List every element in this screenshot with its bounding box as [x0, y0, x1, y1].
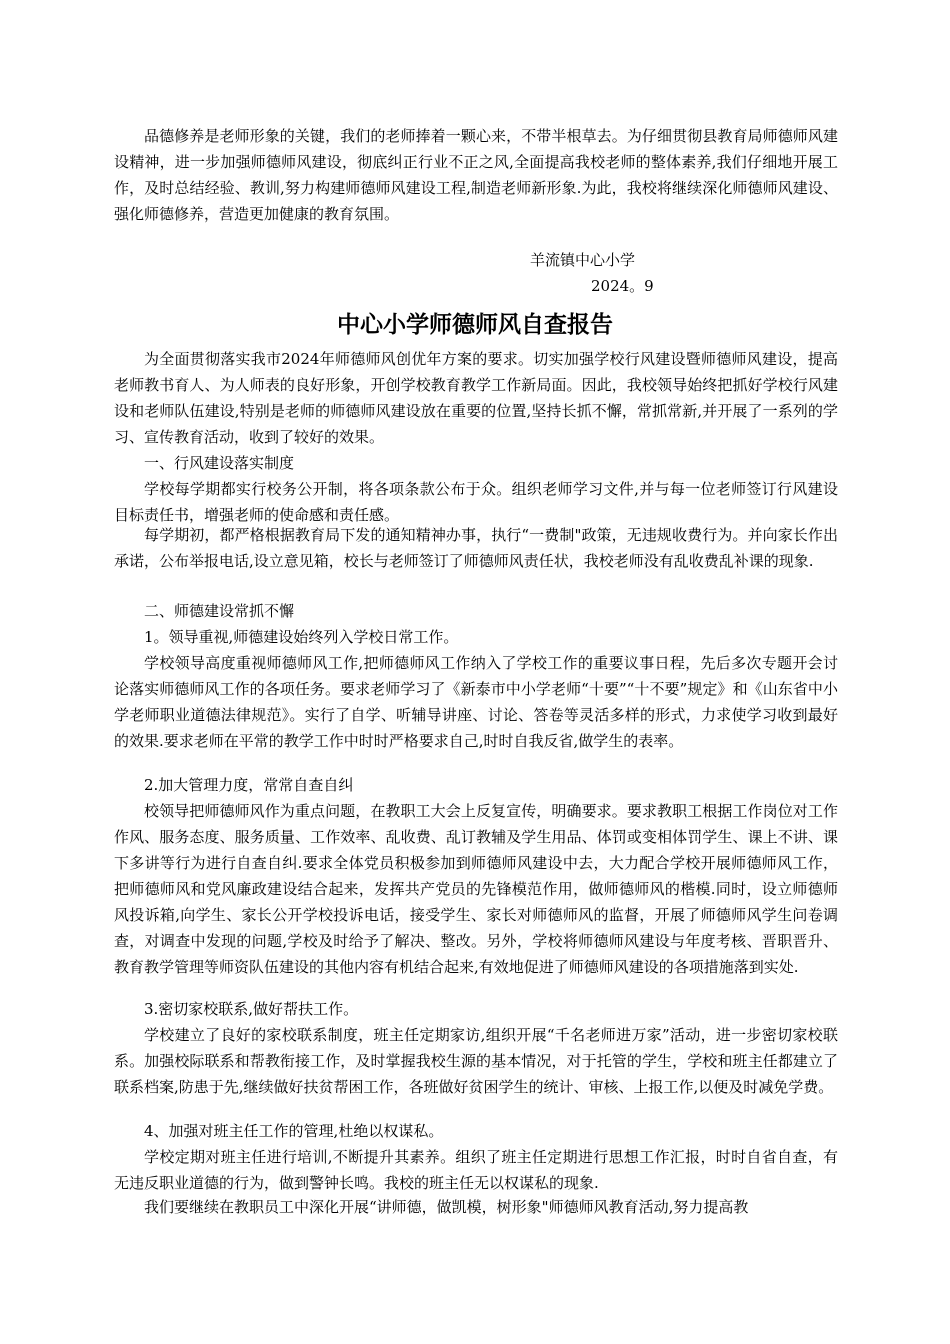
intro-paragraph: 品德修养是老师形象的关键，我们的老师捧着一颗心来，不带半根草去。为仔细贯彻县教育局师德师风建设精神，进一步加强师德师风建设，彻底纠正行业不正之风,全面提高我校老师的整体素养,我们仔细地开展工作，及时总结经验、教训,努力构建师德师风建设工程,制造老师新形象.为此，我校将继续深化师德师风建设、强化师德修养，营造更加健康的教育氛围。	[114, 127, 838, 223]
report-paragraph-7: 学校定期对班主任进行培训,不断提升其素养。组织了班主任定期进行思想工作汇报，时时自省自查，有无违反职业道德的行为，做到警钟长鸣。我校的班主任无以权谋私的现象.	[114, 1148, 838, 1192]
report-paragraph-3: 每学期初，都严格根据教育局下发的通知精神办事，执行“一费制"政策，无违规收费行为。并向家长作出承诺，公布举报电话,设立意见箱，校长与老师签订了师德师风责任状，我校老师没有乱收费乱补课的现象.	[114, 526, 838, 570]
school-signature: 羊流镇中心小学	[530, 251, 636, 269]
report-title: 中心小学师德师风自查报告	[337, 312, 613, 338]
report-paragraph-4: 学校领导高度重视师德师风工作,把师德师风工作纳入了学校工作的重要议事日程，先后多次专题开会讨论落实师德师风工作的各项任务。要求老师学习了《新泰市中小学老师“十要”“十不要”规定》和《山东省中小学老师职业道德法律规范》。实行了自学、听辅导讲座、讨论、答卷等灵活多样的形式，力求使学习收到最好的效果.要求老师在平常的教学工作中时时严格要求自己,时时自我反省,做学生的表率。	[114, 654, 838, 750]
section-heading-2: 二、师德建设常抓不懈	[144, 602, 295, 620]
subsection-heading-2: 2.加大管理力度，常常自查自纠	[144, 776, 354, 794]
subsection-heading-4: 4、加强对班主任工作的管理,杜绝以权谋私。	[144, 1122, 444, 1140]
report-paragraph-8: 我们要继续在教职员工中深化开展“讲师德，做凯模，树形象"师德师风教育活动,努力提高教	[144, 1198, 749, 1216]
report-paragraph-2: 学校每学期都实行校务公开制，将各项条款公布于众。组织老师学习文件,并与每一位老师签订行风建设目标责任书，增强老师的使命感和责任感。	[114, 480, 838, 524]
report-paragraph-intro: 为全面贯彻落实我市2024年师德师风创优年方案的要求。切实加强学校行风建设暨师德师风建设，提高老师教书育人、为人师表的良好形象，开创学校教育教学工作新局面。因此，我校领导始终把抓好学校行风建设和老师队伍建设,特别是老师的师德师风建设放在重要的位置,坚持长抓不懈，常抓常新,并开展了一系列的学习、宣传教育活动，收到了较好的效果。	[114, 350, 838, 446]
subsection-heading-3: 3.密切家校联系,做好帮扶工作。	[144, 1000, 359, 1018]
section-heading-1: 一、行风建设落实制度	[144, 454, 295, 472]
signature-date: 2024。9	[591, 277, 654, 295]
report-paragraph-5: 校领导把师德师风作为重点问题，在教职工大会上反复宣传，明确要求。要求教职工根据工作岗位对工作作风、服务态度、服务质量、工作效率、乱收费、乱订教辅及学生用品、体罚或变相体罚学生、课上不讲、课下多讲等行为进行自查自纠.要求全体党员积极参加到师德师风建设中去，大力配合学校开展师德师风工作，把师德师风和党风廉政建设结合起来，发挥共产党员的先锋模范作用，做师德师风的楷模.同时，设立师德师风投诉箱,向学生、家长公开学校投诉电话，接受学生、家长对师德师风的监督，开展了师德师风学生问卷调查，对调查中发现的问题,学校及时给予了解决、整改。另外，学校将师德师风建设与年度考核、晋职晋升、教育教学管理等师资队伍建设的其他内容有机结合起来,有效地促进了师德师风建设的各项措施落到实处.	[114, 802, 838, 976]
report-paragraph-6: 学校建立了良好的家校联系制度，班主任定期家访,组织开展“千名老师进万家”活动，进一步密切家校联系。加强校际联系和帮教衔接工作，及时掌握我校生源的基本情况，对于托管的学生，学校和班主任都建立了联系档案,防患于先,继续做好扶贫帮困工作，各班做好贫困学生的统计、审核、上报工作,以便及时减免学费。	[114, 1026, 838, 1096]
subsection-heading-1: 1。领导重视,师德建设始终列入学校日常工作。	[144, 628, 459, 646]
